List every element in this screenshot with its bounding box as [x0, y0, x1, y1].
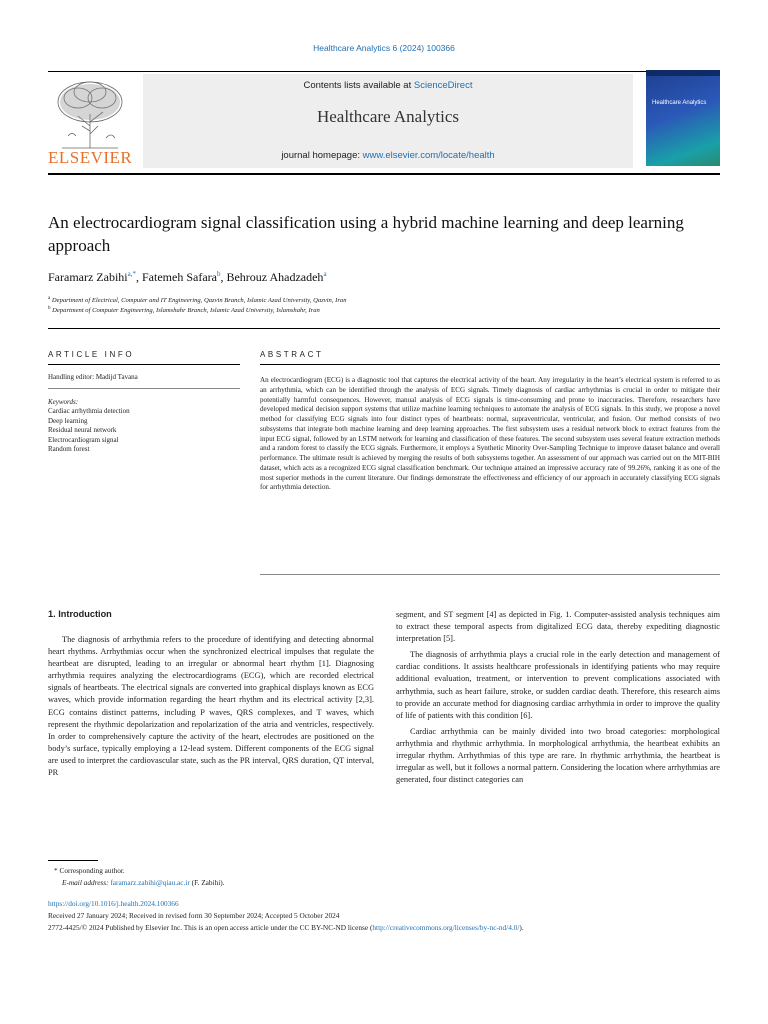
author-name[interactable]: Faramarz Zabihi: [48, 270, 128, 284]
affiliation-marker: b: [48, 306, 51, 311]
license-link[interactable]: http://creativecommons.org/licenses/by-nc-nd/4.0/: [372, 923, 520, 932]
author-affiliation-marker[interactable]: a,*: [127, 270, 136, 278]
title-block-rule: [48, 328, 720, 329]
article-info-rule: [48, 364, 240, 365]
journal-title: Healthcare Analytics: [316, 107, 460, 126]
masthead-panel: [143, 74, 633, 168]
received-dates: Received 27 January 2024; Received in revised form 30 September 2024; Accepted 5 October 2024: [48, 911, 340, 920]
license-prefix: 2772-4425/© 2024 Published by Elsevier Inc. This is an open access article under the CC BY-NC-ND license (: [48, 923, 373, 932]
abstract-text: An electrocardiogram (ECG) is a diagnostic tool that captures the electrical activity of the heart. Any irregularity in the heart’s electrical system is referred to as an arrhythmia, which can be identified through the analysis of ECG signals. Timely diagnosis of cardiac arrhythmias is crucial in order to mitigate their potentially harmful consequences. However, manual analysis of ECG signals is time-consuming and prone to inaccuracies. Therefore, researchers have developed medical decision support systems that utilize machine learning techniques to automate the analysis of ECG signals. In this study, we propose a novel method for classifying ECG signals into four distinct types of heartbeats: normal, supraventricular, ventricular, and fusion. Our method consists of two subsystems that integrate both machine learning and deep learning approaches. The first subsystem uses a residual network block to extract features from the input ECG signal, followed by an LSTM network for learning and classification of these features. The second subsystem uses several feature extraction methods and a random forest to classify the ECG signals. Furthermore, it employs a Synthetic Minority Over-Sampling Technique to improve dataset balance and overall performance. The ultimate result is achieved by merging the results of both subsystems together. An assessment of our approach was carried out on the MIT-BIH dataset, which acts as a recognized ECG signal classification benchmark. Our technique attained an impressive accuracy rate of 99.26%, ranking it as one of the most superior methods in the current literature. Our findings demonstrate the effectiveness and efficiency of our approach in accurately classifying ECG signals for arrhythmia detection.: [260, 376, 720, 492]
email-suffix: (F. Zabihi).: [189, 878, 225, 887]
contents-line: [143, 80, 633, 91]
author-list: [48, 270, 327, 285]
elsevier-tree-icon: [48, 76, 132, 150]
affiliation-a: [48, 296, 347, 304]
keywords-label: Keywords:: [48, 398, 79, 406]
handling-editor: Handling editor: Madijd Tavana: [48, 373, 138, 381]
author-separator: ,: [136, 270, 142, 284]
body-paragraph: The diagnosis of arrhythmia plays a crucial role in the early detection and management of cardiac conditions. It assists healthcare professionals in identifying patients who may require additional evaluation, treatment, or intervention to prevent complications associated with arrhythmia, such as heart failure, stroke, or sudden cardiac death. Therefore, this research aims to provide an accurate method for diagnosing cardiac arrhythmia in order to improve the quality of life of patients with this condition [6].: [396, 650, 720, 720]
affiliation-marker: a: [48, 296, 51, 301]
homepage-prefix: journal homepage:: [281, 150, 363, 161]
body-paragraph: Cardiac arrhythmia can be mainly divided into two broad categories: morphological arrhythmia and rhythmic arrhythmia. In morphological arrhythmia, the heartbeat exhibits an irregular rhythm. Arrhythmias of this type are rare. In rhythmic arrhythmia, the heartbeat is irregular as well, but it follows a normal pattern. Considering the location where arrhythmias are generated, four distinct categories can: [396, 726, 720, 785]
abstract-bottom-rule: [260, 574, 720, 575]
body-paragraph: The diagnosis of arrhythmia refers to the procedure of identifying and detecting abnormal heart rhythms. Arrhythmias occur when the synchronized electrical impulses that regulate the heartbeat are disrupted, leading to an irregular or abnormal heart rhythm [1]. Diagnosing arrhythmia requires analyzing the electrocardiograms (ECG), which are recorded electrical signals of heartbeats. The electrical signals are converted into graphical displays known as ECG waves, which provide information regarding the heart rhythm and its electrical activity [2,3]. ECG contains distinct patterns, including P waves, QRS complexes, and T waves, which represent the rhythmic depolarization and repolarization of the atria and ventricles, respectively. In order to comprehensively capture the activity of the heart, electrodes are positioned on the body’s surface, typically employing a 12-lead system. Different components of the ECG signal are used to interpret the cardiovascular state, such as the PR interval, QRS duration, QT interval, PR: [48, 635, 374, 778]
contents-prefix: Contents lists available at: [303, 80, 414, 91]
keyword-item: Random forest: [48, 445, 90, 454]
journal-cover-thumbnail[interactable]: [646, 70, 720, 166]
author-name[interactable]: Behrouz Ahadzadeh: [226, 270, 324, 284]
footnote-rule: [48, 860, 98, 861]
body-paragraph: segment, and ST segment [4] as depicted in Fig. 1. Computer-assisted analysis techniques aim to extract these temporal aspects from digitalized ECG data, thereby expediting diagnostic interpretation [5].: [396, 610, 720, 644]
body-column-right: [396, 609, 720, 790]
corresponding-author-note: * Corresponding author.: [54, 866, 125, 875]
publisher-wordmark: ELSEVIER: [48, 148, 133, 167]
article-title: An electrocardiogram signal classification using a hybrid machine learning and deep learning approach: [48, 213, 684, 255]
masthead-top-rule: [48, 71, 720, 72]
email-label: E-mail address:: [62, 878, 111, 887]
author-name[interactable]: Fatemeh Safara: [142, 270, 217, 284]
sciencedirect-link[interactable]: ScienceDirect: [413, 80, 473, 91]
affiliation-text: Department of Electrical, Computer and IT Engineering, Qazvin Branch, Islamic Azad University, Qazvin, Iran: [51, 297, 347, 305]
doi-link[interactable]: https://doi.org/10.1016/j.health.2024.100366: [48, 899, 179, 908]
author-separator: ,: [220, 270, 227, 284]
keyword-item: Cardiac arrhythmia detection: [48, 407, 130, 415]
author-email-link[interactable]: faramarz.zabihi@qiau.ac.ir: [110, 878, 190, 887]
author-affiliation-marker[interactable]: b: [216, 270, 221, 278]
masthead-bottom-rule: [48, 173, 720, 175]
cover-title: Healthcare Analytics: [652, 100, 707, 106]
license-line: [48, 922, 728, 933]
body-column-left: [48, 634, 374, 783]
keywords-list: [48, 407, 130, 455]
license-suffix: ).: [519, 923, 524, 932]
section-heading-introduction: 1. Introduction: [48, 609, 112, 619]
handling-editor-rule: [48, 388, 240, 389]
keyword-item: Residual neural network: [48, 426, 117, 435]
journal-reference-link[interactable]: Healthcare Analytics 6 (2024) 100366: [313, 43, 455, 53]
cover-top-strip: [646, 70, 720, 76]
keyword-item: Electrocardiogram signal: [48, 435, 119, 444]
abstract-top-rule: [260, 364, 720, 365]
author-affiliation-marker[interactable]: a: [323, 270, 327, 278]
homepage-line: [143, 150, 633, 161]
journal-homepage-link[interactable]: www.elsevier.com/locate/health: [362, 150, 495, 161]
abstract-heading: ABSTRACT: [260, 350, 324, 359]
affiliation-b: [48, 306, 320, 314]
article-info-heading: ARTICLE INFO: [48, 350, 135, 359]
affiliation-text: Department of Computer Engineering, Islamshahr Branch, Islamic Azad University, Islamshahr, Iran: [52, 307, 320, 315]
keyword-item: Deep learning: [48, 416, 88, 425]
email-footnote: [62, 878, 225, 888]
elsevier-logo[interactable]: [48, 76, 132, 168]
